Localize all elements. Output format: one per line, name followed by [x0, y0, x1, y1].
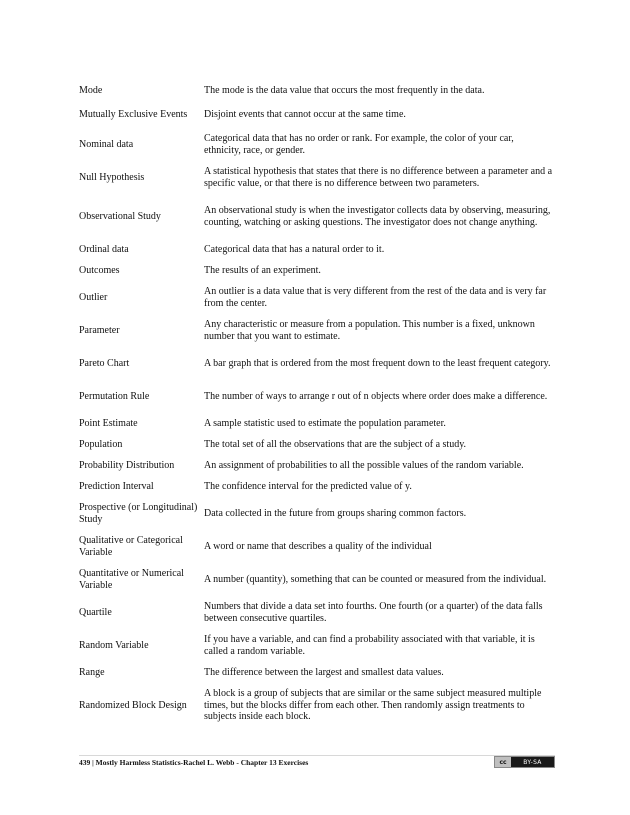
glossary-definition: Any characteristic or measure from a population. This number is a fixed, unknown number that you want to estimate.	[204, 319, 535, 342]
glossary-row	[79, 239, 553, 260]
glossary-definition: A bar graph that is ordered from the most frequent down to the least frequent category.	[204, 357, 551, 369]
glossary-definition: Numbers that divide a data set into fourths. One fourth (or a quarter) of the data falls between consecutive quartiles.	[204, 601, 543, 624]
glossary-definition: A word or name that describes a quality of the individual	[204, 540, 432, 552]
glossary-term: Permutation Rule	[79, 390, 150, 402]
glossary-term: Pareto Chart	[79, 357, 130, 369]
glossary-row	[79, 530, 553, 563]
glossary-term: Mutually Exclusive Events	[79, 108, 188, 120]
glossary-row	[79, 662, 553, 683]
glossary-definition: A sample statistic used to estimate the population parameter.	[204, 417, 446, 429]
glossary-term: Population	[79, 438, 123, 450]
glossary-row	[79, 101, 553, 128]
glossary-term: Mode	[79, 84, 103, 96]
glossary-definition: Categorical data that has a natural order to it.	[204, 243, 385, 255]
glossary-term: Ordinal data	[79, 243, 129, 255]
glossary-table	[79, 80, 553, 728]
glossary-row	[79, 281, 553, 314]
glossary-term: Qualitative or Categorical Variable	[79, 535, 183, 558]
glossary-definition: The mode is the data value that occurs the most frequently in the data.	[204, 84, 485, 96]
glossary-term: Quantitative or Numerical Variable	[79, 568, 184, 591]
glossary-row	[79, 683, 553, 728]
glossary-definition: Data collected in the future from groups sharing common factors.	[204, 507, 467, 519]
glossary-definition: An observational study is when the investigator collects data by observing, measuring, counting, watching or asking questions. The investigator does not change anything.	[204, 205, 551, 228]
glossary-row	[79, 596, 553, 629]
glossary-term: Random Variable	[79, 639, 149, 651]
glossary-row	[79, 434, 553, 455]
glossary-definition: An assignment of probabilities to all the possible values of the random variable.	[204, 459, 524, 471]
glossary-row	[79, 347, 553, 380]
page-footer: 439 | Mostly Harmless Statistics-Rachel L. Webb - Chapter 13 Exercises	[79, 758, 309, 767]
glossary-term: Outlier	[79, 291, 108, 303]
glossary-term: Nominal data	[79, 138, 134, 150]
glossary-definition: Disjoint events that cannot occur at the same time.	[204, 108, 406, 120]
glossary-term: Parameter	[79, 324, 120, 336]
glossary-row	[79, 476, 553, 497]
glossary-definition: If you have a variable, and can find a probability associated with that variable, it is called a random variable.	[204, 634, 535, 657]
glossary-term: Quartile	[79, 606, 112, 618]
glossary-definition: The total set of all the observations that are the subject of a study.	[204, 438, 467, 450]
glossary-term: Outcomes	[79, 264, 120, 276]
glossary-definition: A number (quantity), something that can be counted or measured from the individual.	[204, 573, 547, 585]
glossary-definition: Categorical data that has no order or rank. For example, the color of your car, ethnicity, race, or gender.	[204, 133, 514, 156]
glossary-definition: A block is a group of subjects that are similar or the same subject measured multiple times, but the blocks differ from each other. Then randomly assign treatments to subjects inside each block.	[204, 688, 542, 723]
glossary-row	[79, 194, 553, 239]
glossary-term: Null Hypothesis	[79, 171, 145, 183]
glossary-definition: An outlier is a data value that is very different from the rest of the data and is very far from the center.	[204, 286, 547, 309]
glossary-row	[79, 80, 553, 101]
glossary-row	[79, 314, 553, 347]
glossary-row	[79, 455, 553, 476]
glossary-row	[79, 380, 553, 413]
glossary-definition: The confidence interval for the predicted value of y.	[204, 480, 412, 492]
glossary-term: Probability Distribution	[79, 459, 175, 471]
glossary-definition: The results of an experiment.	[204, 264, 321, 276]
glossary-row	[79, 497, 553, 530]
glossary-body	[79, 80, 553, 728]
glossary-row	[79, 161, 553, 194]
glossary-row	[79, 629, 553, 662]
glossary-row	[79, 260, 553, 281]
glossary-term: Observational Study	[79, 210, 161, 222]
license-label: BY-SA	[523, 758, 542, 766]
glossary-definition: The number of ways to arrange r out of n objects where order does make a difference.	[204, 390, 548, 402]
cc-license-badge	[494, 756, 555, 768]
glossary-definition: A statistical hypothesis that states that there is no difference between a parameter and a specific value, or that there is no difference between two parameters.	[204, 166, 553, 189]
glossary-definition: The difference between the largest and smallest data values.	[204, 666, 444, 678]
cc-icon: cc	[495, 757, 511, 767]
glossary-term: Prospective (or Longitudinal) Study	[79, 502, 198, 525]
glossary-row	[79, 413, 553, 434]
glossary-row	[79, 128, 553, 161]
glossary-term: Range	[79, 666, 105, 678]
glossary-row	[79, 563, 553, 596]
footer-divider	[79, 755, 555, 756]
glossary-term: Prediction Interval	[79, 480, 154, 492]
glossary-term: Point Estimate	[79, 417, 138, 429]
glossary-term: Randomized Block Design	[79, 699, 187, 711]
